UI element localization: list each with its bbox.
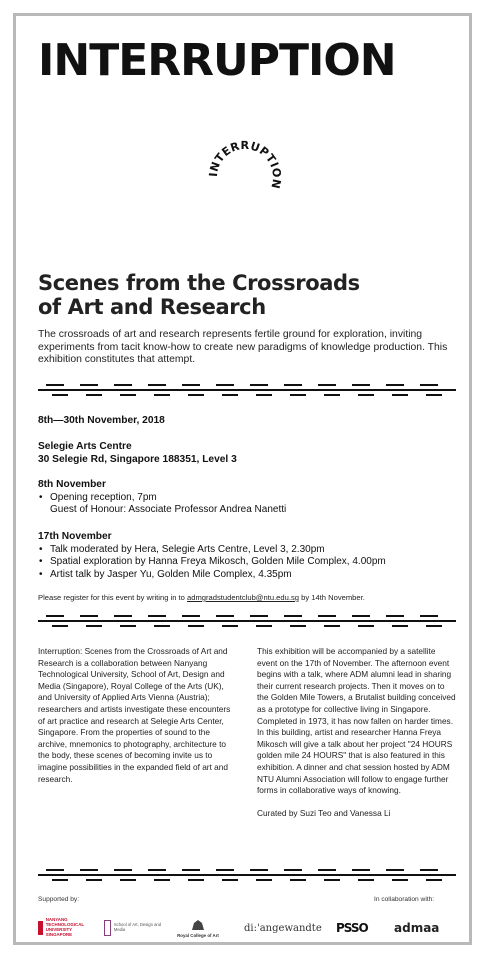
subtitle-line-2: of Art and Research [38,295,266,319]
poster-title: INTERRUPTION [38,35,396,86]
venue-name: Selegie Arts Centre [38,441,132,452]
adm-logo [104,916,162,940]
rca-logo-text: Royal College of Art [177,932,219,938]
sponsor-logos [38,916,458,946]
svg-text:INTERRUPTION [207,139,283,190]
right-column-text: This exhibition will be accompanied by a satellite event on the 17th of November. The afternoon event begins with a talk, where ADM alumni lead in sharing their current research projects. Then it moves on to the Golden Mile Towers, a Brutalist building conceived as a prototype for collective living in Singapore. Completed in 1973, it has now fallen on harder times. In this building, artist and researcher Hanna Freya Mikosch will give a talk about her project "24 HOURS golden mile 24 HOURS" that is also featured in this exhibition. A dinner and chat session hosted by ADM NTU Alumni Association will follow to engage further forms in collaborative ways of knowing. [257,646,456,796]
divider-pattern-2 [38,614,456,628]
nov17-item-1: Talk moderated by Hera, Selegie Arts Centre, Level 3, 2.30pm [50,544,325,555]
poster-content [16,16,469,942]
bullet-icon: • [39,544,43,555]
psso-logo: PSSO [336,921,368,935]
adm-mark-icon [104,920,111,936]
adm-logo-text: School of Art, Design and Media [113,922,162,932]
bullet-icon: • [39,492,43,503]
register-email-link[interactable]: admgradstudentclub@ntu.edu.sg [187,593,299,602]
bullet-icon: • [39,556,43,568]
exhibition-subtitle [38,271,458,319]
ntu-crest-icon [38,921,43,935]
nov17-item-2: Spatial exploration by Hanna Freya Mikosch, Golden Mile Complex, 4.00pm [50,556,386,568]
intro-paragraph: The crossroads of art and research represents fertile ground for exploration, inviting experiments from tacit know-how to create new paradigms of knowledge production. This exhibition constitutes that attempt. [38,329,448,366]
description-left-column: Interruption: Scenes from the Crossroads of Art and Research is a collaboration between Nanyang Technological University, School of Art, Design and Media (Singapore), Royal College of the Arts (UK), and University of Applied Arts Vienna (Austria); researchers and artists investigate these encounters of art practice and research at Selegie Arts Center, Singapore. From the properties of sound to the archive, mnemonics to photography, architecture to the body, these scenes of becoming invite us to imagine possibilities in the expanded field of art and research. [38,646,231,784]
list-item [38,544,458,556]
poster-frame [13,13,472,945]
angewandte-logo: di:'angewandte [244,922,322,934]
nov8-item-1: Opening reception, 7pm [50,492,157,503]
register-text-after: by 14th November. [299,593,365,602]
circular-logo-icon [204,136,286,218]
nov8-heading: 8th November [38,479,106,490]
subtitle-line-1: Scenes from the Crossroads [38,271,360,295]
ntu-logo-text: NANYANG TECHNOLOGICAL UNIVERSITY SINGAPORE [45,917,84,937]
curated-by: Curated by Suzi Teo and Vanessa Li [257,808,391,819]
divider-pattern-1 [38,383,456,397]
nov8-list [38,492,458,517]
list-item [38,569,458,581]
rca-lion-icon [190,919,206,932]
logo-ring-text: INTERRUPTION [206,138,284,191]
event-venue [38,441,237,466]
nov17-list [38,544,458,581]
collaboration-label: In collaboration with: [374,896,435,903]
rca-logo [168,916,228,940]
bullet-icon: • [39,568,43,580]
description-right-column [257,646,457,820]
supported-by-label: Supported by: [38,896,80,903]
ntu-logo [38,916,96,940]
admaa-logo: admaa [394,921,440,935]
venue-address: 30 Selegie Rd, Singapore 188351, Level 3 [38,453,237,465]
list-item [38,556,458,568]
guest-of-honour: Guest of Honour: Associate Professor Andrea Nanetti [50,504,287,516]
divider-pattern-3 [38,868,456,882]
list-item [38,492,458,504]
nov17-heading: 17th November [38,531,112,542]
register-text-before: Please register for this event by writing in to [38,593,187,602]
event-dates: 8th—30th November, 2018 [38,415,165,426]
nov17-item-3: Artist talk by Jasper Yu, Golden Mile Complex, 4.35pm [50,568,292,580]
registration-note [38,593,365,602]
